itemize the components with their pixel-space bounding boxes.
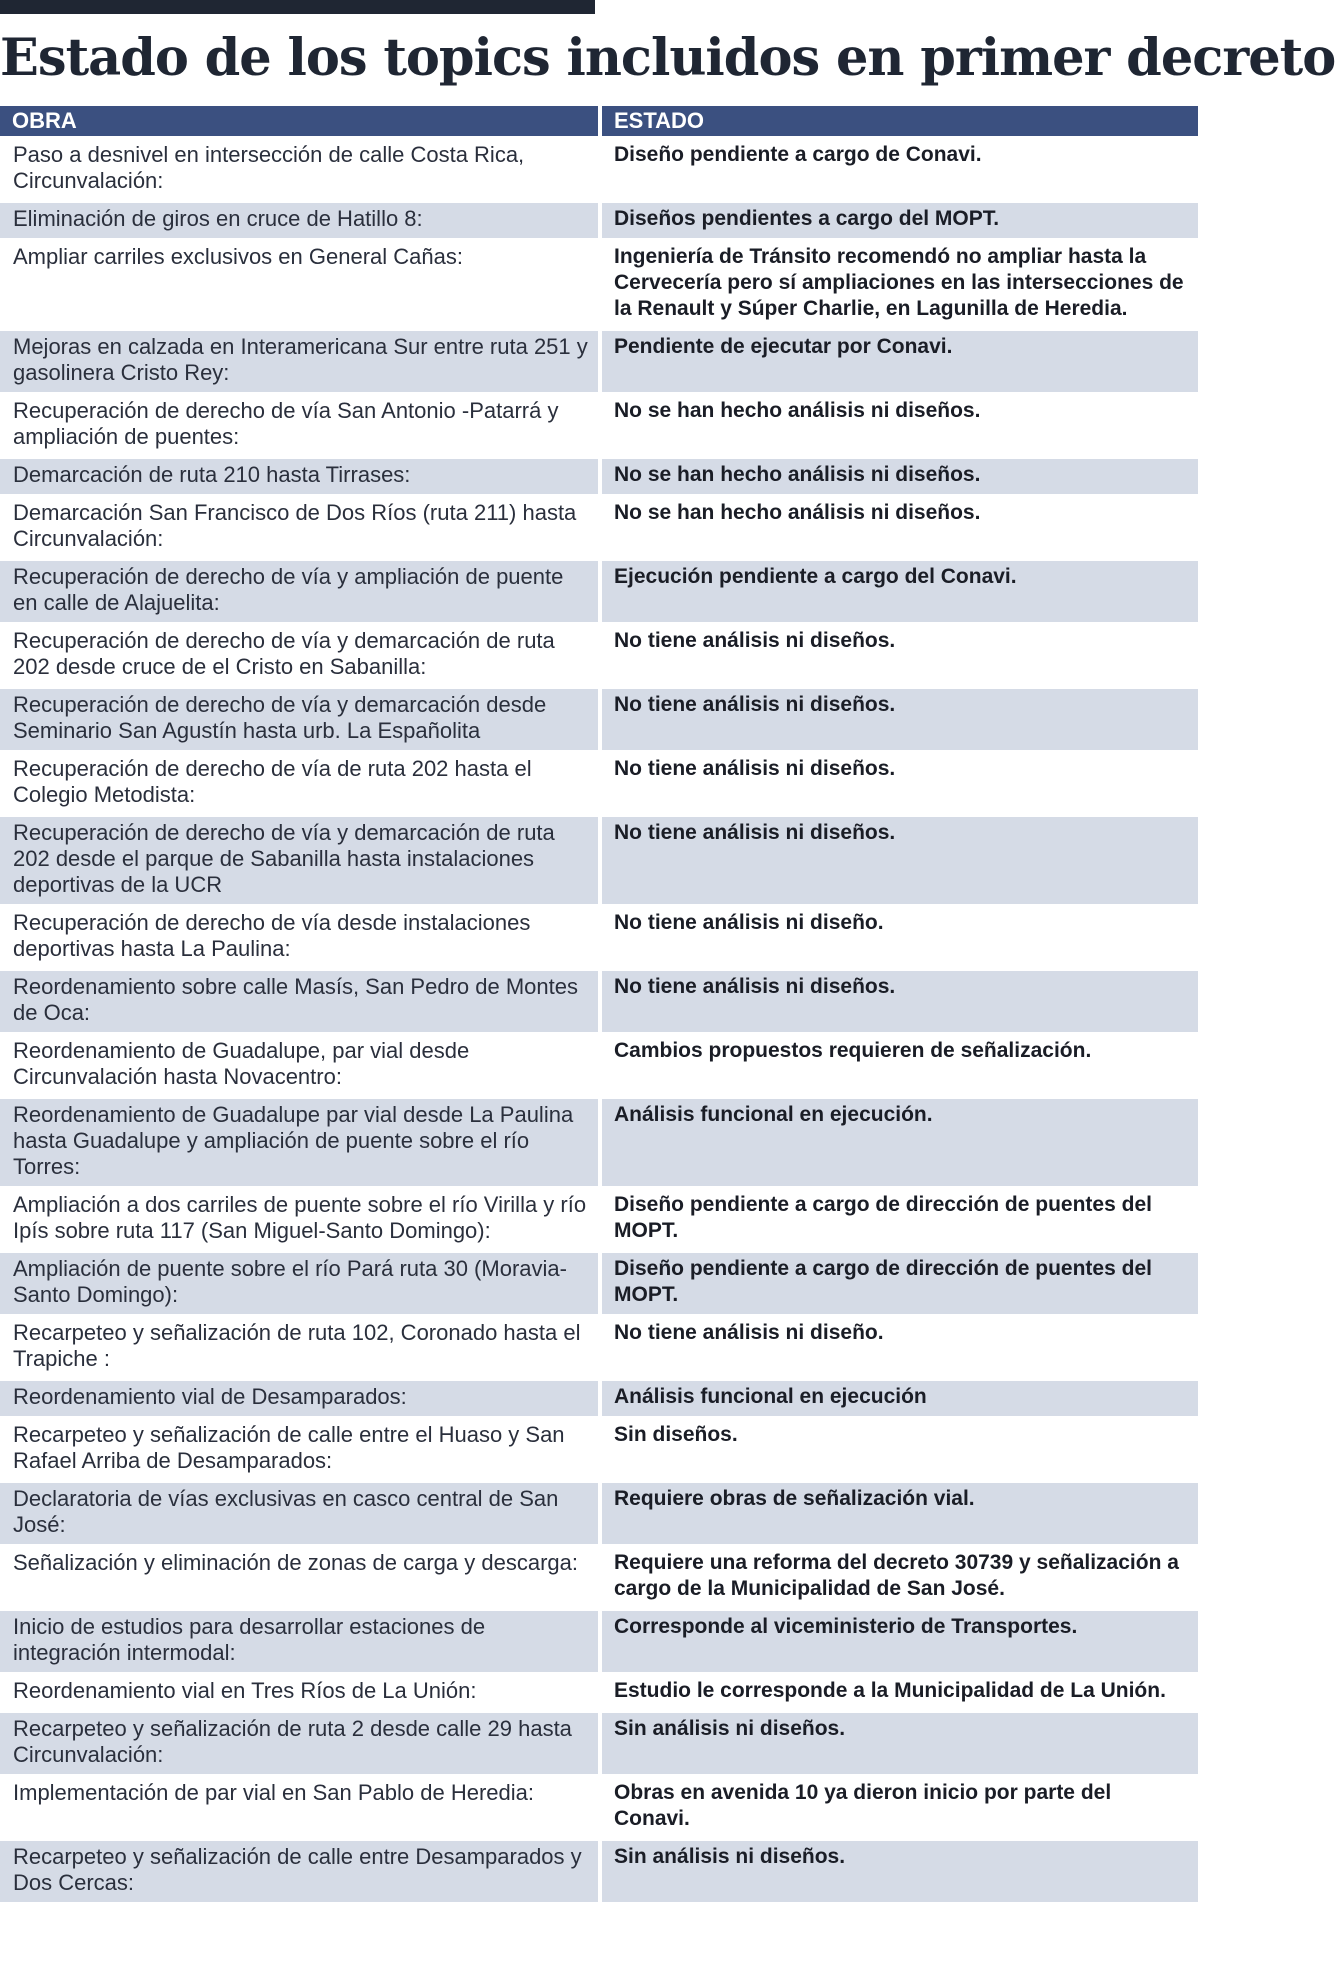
estado-cell: No tiene análisis ni diseño.: [600, 1316, 1198, 1380]
obra-cell: Reordenamiento de Guadalupe par vial desde La Paulina hasta Guadalupe y ampliación de puente sobre el río Torres:: [0, 1098, 600, 1188]
obra-cell: Recarpeteo y señalización de calle entre Desamparados y Dos Cercas:: [0, 1840, 600, 1903]
table-row: [0, 1712, 1198, 1776]
estado-cell: Cambios propuestos requieren de señalización.: [600, 1034, 1198, 1098]
obra-cell: Implementación de par vial en San Pablo de Heredia:: [0, 1776, 600, 1840]
estado-cell: No se han hecho análisis ni diseños.: [600, 496, 1198, 560]
table-row: [0, 624, 1198, 688]
obra-cell: Recuperación de derecho de vía desde instalaciones deportivas hasta La Paulina:: [0, 906, 600, 970]
estado-cell: Sin análisis ni diseños.: [600, 1840, 1198, 1903]
column-header-estado: ESTADO: [600, 106, 1198, 138]
estado-cell: No se han hecho análisis ni diseños.: [600, 394, 1198, 458]
estado-cell: No tiene análisis ni diseños.: [600, 970, 1198, 1034]
obra-cell: Reordenamiento sobre calle Masís, San Pedro de Montes de Oca:: [0, 970, 600, 1034]
obra-cell: Eliminación de giros en cruce de Hatillo 8:: [0, 202, 600, 240]
table-row: [0, 1482, 1198, 1546]
estado-cell: Diseño pendiente a cargo de dirección de puentes del MOPT.: [600, 1252, 1198, 1316]
table-row: [0, 906, 1198, 970]
table-row: [0, 1316, 1198, 1380]
obra-cell: Paso a desnivel en intersección de calle Costa Rica, Circunvalación:: [0, 138, 600, 202]
estado-cell: Sin diseños.: [600, 1418, 1198, 1482]
obra-cell: Ampliación a dos carriles de puente sobre el río Virilla y río Ipís sobre ruta 117 (San Miguel-Santo Domingo):: [0, 1188, 600, 1252]
obra-cell: Demarcación San Francisco de Dos Ríos (ruta 211) hasta Circunvalación:: [0, 496, 600, 560]
estado-cell: No tiene análisis ni diseños.: [600, 816, 1198, 906]
obra-cell: Recarpeteo y señalización de calle entre el Huaso y San Rafael Arriba de Desamparados:: [0, 1418, 600, 1482]
obra-cell: Declaratoria de vías exclusivas en casco central de San José:: [0, 1482, 600, 1546]
estado-cell: No se han hecho análisis ni diseños.: [600, 458, 1198, 496]
obra-cell: Reordenamiento vial de Desamparados:: [0, 1380, 600, 1418]
column-header-obra: OBRA: [0, 106, 600, 138]
table-row: [0, 138, 1198, 202]
obra-cell: Inicio de estudios para desarrollar estaciones de integración intermodal:: [0, 1610, 600, 1674]
estado-cell: Obras en avenida 10 ya dieron inicio por parte del Conavi.: [600, 1776, 1198, 1840]
estado-cell: Sin análisis ni diseños.: [600, 1712, 1198, 1776]
table-row: [0, 1380, 1198, 1418]
obra-cell: Recuperación de derecho de vía y demarcación de ruta 202 desde el parque de Sabanilla hasta instalaciones deportivas de la UCR: [0, 816, 600, 906]
table-header-row: [0, 106, 1198, 138]
table-row: [0, 970, 1198, 1034]
obra-cell: Reordenamiento vial en Tres Ríos de La Unión:: [0, 1674, 600, 1712]
obra-cell: Recarpeteo y señalización de ruta 102, Coronado hasta el Trapiche :: [0, 1316, 600, 1380]
table-row: [0, 496, 1198, 560]
table-row: [0, 394, 1198, 458]
estado-cell: Estudio le corresponde a la Municipalidad de La Unión.: [600, 1674, 1198, 1712]
estado-cell: No tiene análisis ni diseños.: [600, 624, 1198, 688]
estado-cell: Ejecución pendiente a cargo del Conavi.: [600, 560, 1198, 624]
estado-cell: Ingeniería de Tránsito recomendó no ampliar hasta la Cervecería pero sí ampliaciones en las intersecciones de la Renault y Súper Charlie, en Lagunilla de Heredia.: [600, 240, 1198, 330]
obra-cell: Recarpeteo y señalización de ruta 2 desde calle 29 hasta Circunvalación:: [0, 1712, 600, 1776]
estado-cell: No tiene análisis ni diseño.: [600, 906, 1198, 970]
obra-cell: Ampliar carriles exclusivos en General Cañas:: [0, 240, 600, 330]
page-title: Estado de los topics incluidos en primer decreto: [0, 28, 1335, 88]
table-row: [0, 816, 1198, 906]
table-row: [0, 1252, 1198, 1316]
table-row: [0, 560, 1198, 624]
table-row: [0, 1188, 1198, 1252]
top-bar: [0, 0, 595, 14]
obra-cell: Recuperación de derecho de vía y demarcación de ruta 202 desde cruce de el Cristo en Sabanilla:: [0, 624, 600, 688]
estado-cell: Diseño pendiente a cargo de Conavi.: [600, 138, 1198, 202]
estado-cell: Análisis funcional en ejecución.: [600, 1098, 1198, 1188]
table-row: [0, 1776, 1198, 1840]
obra-cell: Señalización y eliminación de zonas de carga y descarga:: [0, 1546, 600, 1610]
obra-cell: Demarcación de ruta 210 hasta Tirrases:: [0, 458, 600, 496]
estado-cell: Pendiente de ejecutar por Conavi.: [600, 330, 1198, 394]
estado-cell: Requiere obras de señalización vial.: [600, 1482, 1198, 1546]
table-row: [0, 458, 1198, 496]
table-row: [0, 1098, 1198, 1188]
obra-cell: Recuperación de derecho de vía de ruta 202 hasta el Colegio Metodista:: [0, 752, 600, 816]
table-row: [0, 1418, 1198, 1482]
table-row: [0, 688, 1198, 752]
table-row: [0, 1674, 1198, 1712]
table-row: [0, 752, 1198, 816]
estado-cell: Diseño pendiente a cargo de dirección de puentes del MOPT.: [600, 1188, 1198, 1252]
estado-cell: Análisis funcional en ejecución: [600, 1380, 1198, 1418]
table-row: [0, 1546, 1198, 1610]
table-body: [0, 138, 1198, 1903]
obra-cell: Mejoras en calzada en Interamericana Sur entre ruta 251 y gasolinera Cristo Rey:: [0, 330, 600, 394]
obra-cell: Ampliación de puente sobre el río Pará ruta 30 (Moravia-Santo Domingo):: [0, 1252, 600, 1316]
table-row: [0, 202, 1198, 240]
estado-cell: Corresponde al viceministerio de Transportes.: [600, 1610, 1198, 1674]
obra-cell: Recuperación de derecho de vía y ampliación de puente en calle de Alajuelita:: [0, 560, 600, 624]
estado-cell: Requiere una reforma del decreto 30739 y señalización a cargo de la Municipalidad de San José.: [600, 1546, 1198, 1610]
table-row: [0, 1034, 1198, 1098]
table-row: [0, 1840, 1198, 1903]
estado-cell: Diseños pendientes a cargo del MOPT.: [600, 202, 1198, 240]
obra-cell: Reordenamiento de Guadalupe, par vial desde Circunvalación hasta Novacentro:: [0, 1034, 600, 1098]
obra-cell: Recuperación de derecho de vía San Antonio -Patarrá y ampliación de puentes:: [0, 394, 600, 458]
estado-cell: No tiene análisis ni diseños.: [600, 752, 1198, 816]
table-row: [0, 240, 1198, 330]
obra-cell: Recuperación de derecho de vía y demarcación desde Seminario San Agustín hasta urb. La Españolita: [0, 688, 600, 752]
table-row: [0, 330, 1198, 394]
table-row: [0, 1610, 1198, 1674]
status-table: [0, 106, 1198, 1902]
estado-cell: No tiene análisis ni diseños.: [600, 688, 1198, 752]
